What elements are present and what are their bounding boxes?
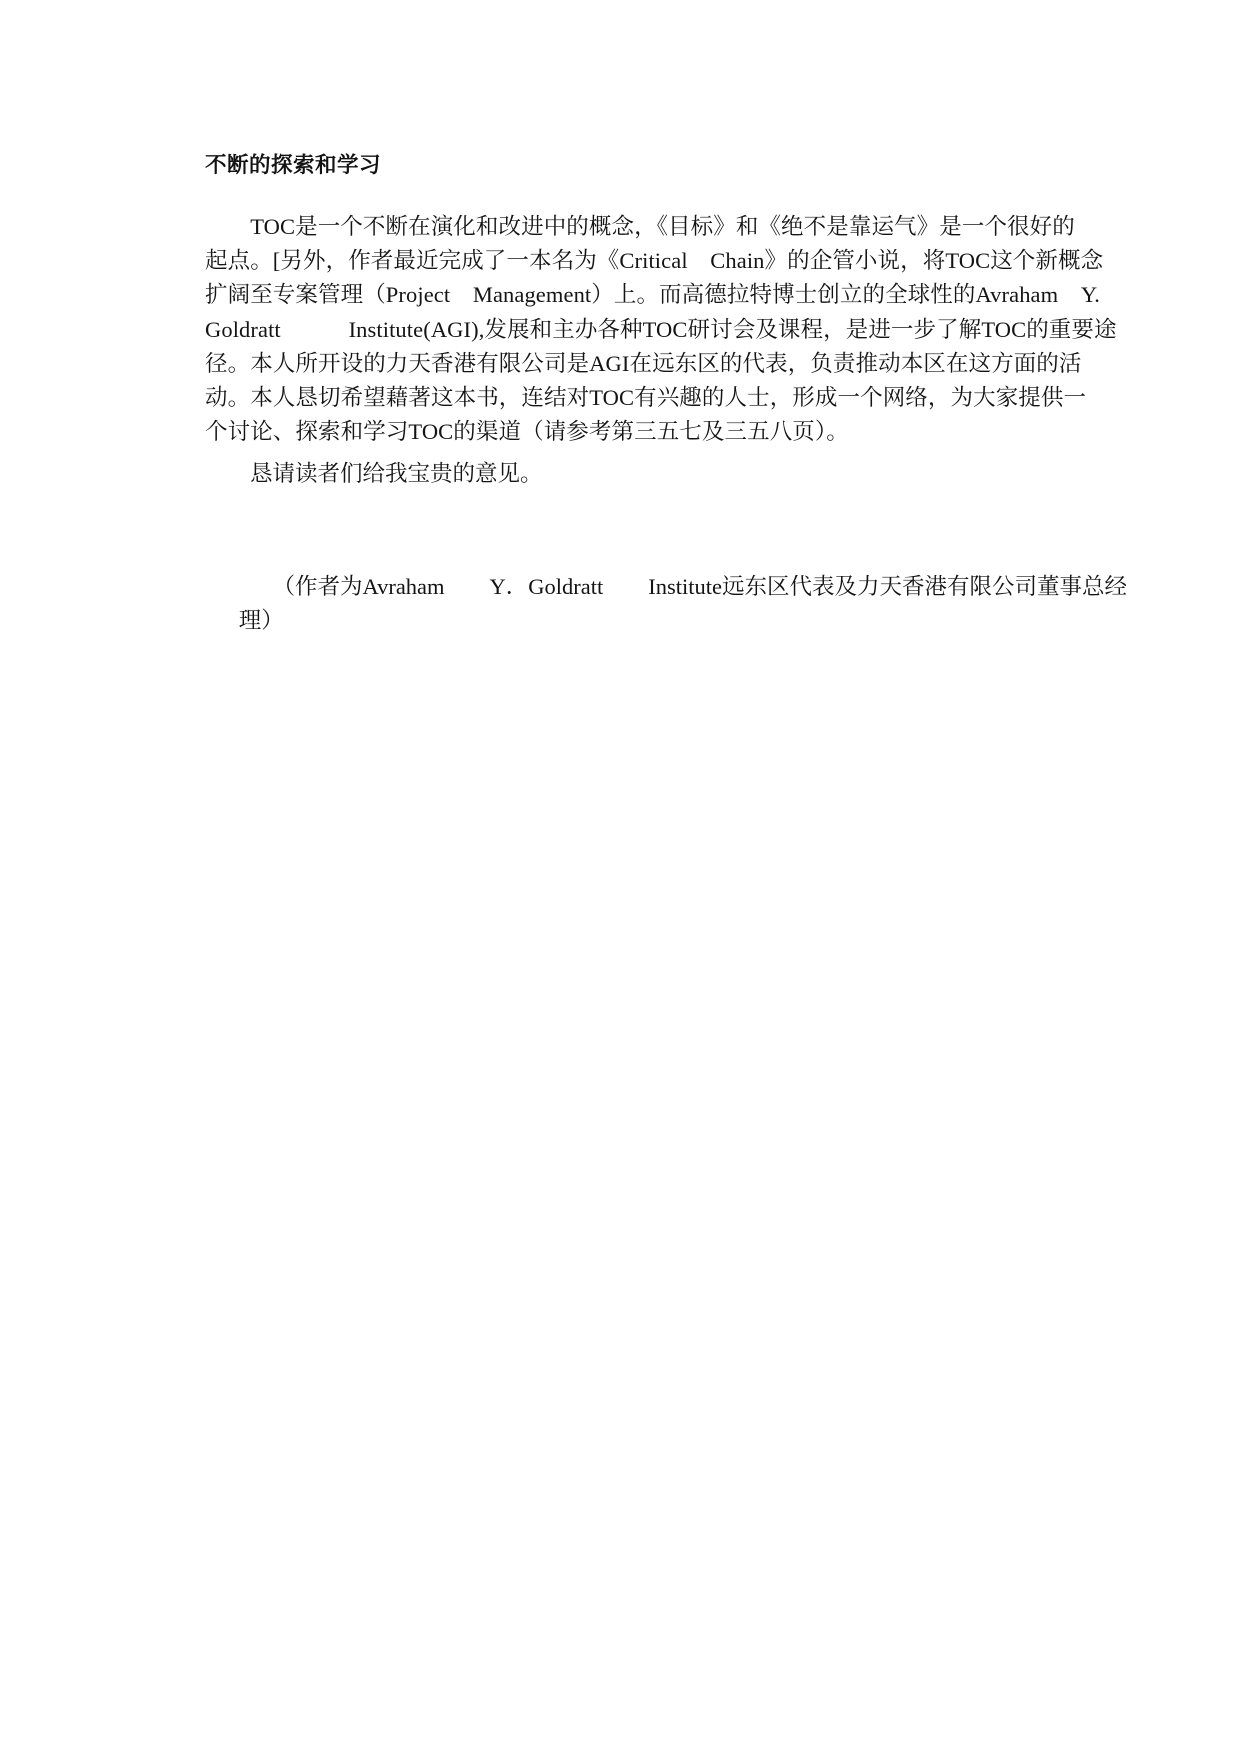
page-content xyxy=(205,148,1128,672)
body-line: 扩阔至专案管理（Project Management）上。而高德拉特博士创立的全球性的Avraham Y. xyxy=(205,282,1101,308)
attribution-paragraph xyxy=(205,536,1128,673)
request-paragraph: 恳请读者们给我宝贵的意见。 xyxy=(205,461,543,487)
paragraph-spacer xyxy=(205,449,1047,457)
body-paragraph xyxy=(205,210,1117,449)
paragraph-spacer xyxy=(205,492,1047,536)
page-heading: 不断的探索和学习 xyxy=(205,153,382,177)
body-line: TOC是一个不断在演化和改进中的概念，《目标》和《绝不是靠运气》是一个很好的 xyxy=(205,214,1075,239)
body-line: 径。本人所开设的力天香港有限公司是AGI在远东区的代表，负责推动本区在这方面的活 xyxy=(205,350,1082,376)
body-line: Goldratt Institute(AGI),发展和主办各种TOC研讨会及课程，是进一步了解TOC的重要途 xyxy=(205,316,1117,342)
body-line: 动。本人恳切希望藉著这本书，连结对TOC有兴趣的人士，形成一个网络，为大家提供一 xyxy=(205,385,1087,411)
body-line: 个讨论、探索和学习TOC的渠道（请参考第三五七及三五八页）。 xyxy=(205,419,849,445)
attribution-line: （作者为Avraham Y．Goldratt Institute远东区代表及力天香港有限公司董事总经 xyxy=(238,573,1128,599)
body-line: 起点。[另外，作者最近完成了一本名为《Critical Chain》的企管小说，将TOC这个新概念 xyxy=(205,248,1104,274)
attribution-line: 理） xyxy=(238,608,284,634)
